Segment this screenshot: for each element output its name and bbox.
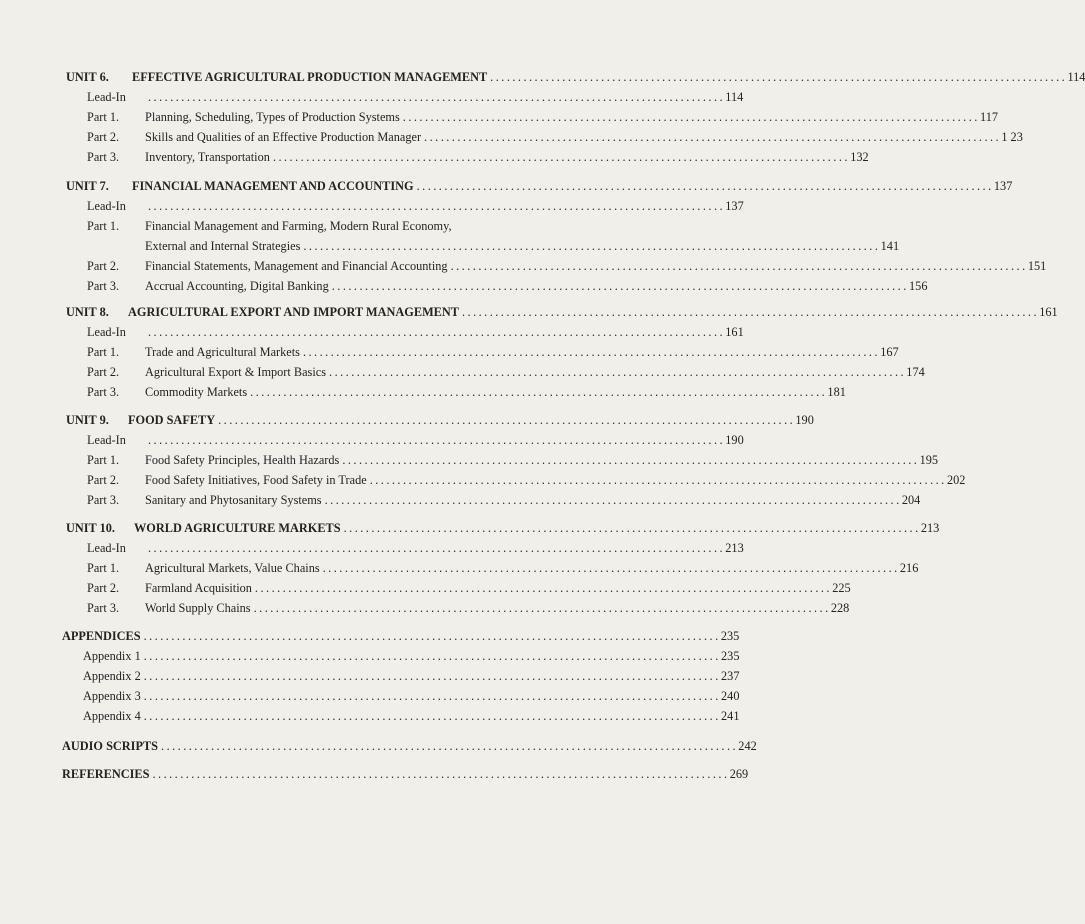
toc-entry	[62, 666, 740, 686]
toc-entry	[62, 706, 740, 726]
leader-dots	[370, 470, 944, 490]
leader-dots	[148, 87, 722, 107]
leader-dots	[329, 362, 903, 382]
unit-heading	[66, 67, 1085, 87]
toc-entry	[66, 216, 570, 236]
entry-label: Lead-In	[87, 541, 126, 556]
leader-dots	[254, 598, 828, 618]
page-number: 216	[899, 561, 919, 576]
page-number: 132	[850, 150, 869, 165]
toc-entry	[62, 646, 740, 666]
entry-label: Part 1.	[87, 110, 120, 125]
page-number: 181	[827, 385, 846, 400]
toc-entry	[66, 322, 744, 342]
page-number: 237	[721, 669, 740, 684]
entry-label: Part 2.	[87, 130, 120, 145]
entry-label: Lead-In	[87, 325, 126, 340]
toc-entry	[66, 87, 744, 107]
leader-dots	[148, 538, 722, 558]
toc-entry	[66, 256, 1047, 276]
page-number: 242	[738, 739, 757, 753]
leader-dots	[144, 706, 718, 726]
page-number: 225	[832, 581, 851, 596]
unit-heading	[66, 410, 814, 430]
leader-dots	[148, 322, 722, 342]
page-number: 167	[880, 345, 899, 360]
page-number: 151	[1027, 259, 1047, 274]
page-number: 161	[1039, 305, 1058, 319]
entry-label: Lead-In	[87, 90, 126, 105]
unit-number: UNIT 10.	[66, 521, 115, 535]
toc-entry-continued	[66, 236, 900, 256]
toc-entry	[66, 450, 939, 470]
leader-dots	[403, 107, 977, 127]
unit-6-section	[66, 67, 1085, 167]
leader-dots	[462, 302, 1036, 322]
leader-dots	[144, 686, 718, 706]
entry-label: Part 2.	[87, 365, 120, 380]
entry-label: Part 3.	[87, 493, 120, 508]
entry-label: Part 1.	[87, 345, 120, 360]
entry-title: Appendix 1	[83, 649, 141, 664]
entry-label: Part 2.	[87, 473, 120, 488]
entry-title: Inventory, Transportation	[145, 150, 270, 165]
leader-dots	[325, 490, 899, 510]
toc-entry	[66, 578, 851, 598]
entry-title: Agricultural Markets, Value Chains	[145, 561, 320, 576]
appendices-section	[62, 626, 740, 726]
leader-dots	[161, 736, 735, 756]
page-number: 137	[725, 199, 744, 214]
toc-entry	[66, 196, 744, 216]
entry-title: Commodity Markets	[145, 385, 248, 400]
entry-title: Appendix 3	[83, 689, 141, 704]
leader-dots	[152, 764, 726, 784]
page-number: 156	[909, 279, 928, 294]
toc-entry	[66, 362, 925, 382]
entry-label: Part 1.	[87, 219, 120, 234]
unit-heading	[66, 518, 940, 538]
section-title: AUDIO SCRIPTS	[62, 739, 159, 753]
entry-title: Farmland Acquisition	[145, 581, 252, 596]
page-number: 161	[725, 325, 744, 340]
leader-dots	[344, 518, 918, 538]
unit-number: UNIT 8.	[66, 305, 109, 319]
toc-entry	[66, 382, 846, 402]
unit-title: FOOD SAFETY	[128, 413, 216, 427]
section-title: APPENDICES	[62, 629, 141, 643]
toc-entry	[66, 430, 744, 450]
leader-dots	[144, 646, 718, 666]
unit-number: UNIT 9.	[66, 413, 109, 427]
unit-title: EFFECTIVE AGRICULTURAL PRODUCTION MANAGEMENT	[132, 70, 488, 84]
page-number: 141	[880, 239, 900, 254]
entry-label: Part 3.	[87, 601, 120, 616]
unit-number: UNIT 6.	[66, 70, 109, 84]
entry-label: Part 1.	[87, 561, 120, 576]
leader-dots	[250, 382, 824, 402]
leader-dots	[144, 626, 718, 646]
leader-dots	[451, 256, 1025, 276]
unit-title: WORLD AGRICULTURE MARKETS	[134, 521, 341, 535]
entry-label: Part 3.	[87, 279, 120, 294]
page-number: 174	[906, 365, 925, 380]
toc-entry	[66, 147, 869, 167]
unit-7-section	[66, 176, 1047, 297]
toc-entry	[66, 558, 919, 578]
entry-label: Part 3.	[87, 150, 120, 165]
toc-entry	[66, 107, 999, 127]
entry-title: Financial Management and Farming, Modern Rural Economy,	[145, 219, 452, 234]
leader-dots	[255, 578, 829, 598]
entry-label: Part 2.	[87, 259, 120, 274]
references-section	[62, 764, 749, 784]
audio-scripts-section	[62, 736, 757, 756]
leader-dots	[144, 666, 718, 686]
unit-heading	[66, 302, 1058, 322]
entry-title: World Supply Chains	[145, 601, 251, 616]
entry-title: Planning, Scheduling, Types of Production Systems	[145, 110, 400, 125]
entry-title: Trade and Agricultural Markets	[145, 345, 300, 360]
leader-dots	[303, 236, 877, 256]
page-number: 240	[721, 689, 740, 704]
page-number: 213	[920, 521, 940, 535]
references-heading	[62, 764, 749, 784]
page-number: 195	[919, 453, 939, 468]
appendices-heading	[62, 626, 740, 646]
page-number: 190	[725, 433, 744, 448]
entry-label: Part 3.	[87, 385, 120, 400]
entry-title: Accrual Accounting, Digital Banking	[145, 279, 329, 294]
unit-heading	[66, 176, 1013, 196]
leader-dots	[303, 342, 877, 362]
unit-8-section	[66, 302, 1058, 402]
toc-entry	[66, 538, 744, 558]
page-number: 241	[721, 709, 740, 724]
leader-dots	[342, 450, 916, 470]
toc-entry	[66, 598, 850, 618]
toc-entry	[66, 127, 1023, 147]
leader-dots	[218, 410, 792, 430]
unit-10-section	[66, 518, 940, 618]
entry-title: Appendix 2	[83, 669, 141, 684]
unit-title: FINANCIAL MANAGEMENT AND ACCOUNTING	[132, 179, 414, 193]
entry-title: External and Internal Strategies	[145, 239, 301, 254]
audio-scripts-heading	[62, 736, 757, 756]
page-number: 213	[725, 541, 744, 556]
toc-entry	[66, 276, 928, 296]
page-number: 114	[1067, 70, 1085, 84]
entry-label: Lead-In	[87, 433, 126, 448]
leader-dots	[273, 147, 847, 167]
page-number: 114	[725, 90, 744, 105]
toc-entry	[66, 490, 921, 510]
entry-title: Skills and Qualities of an Effective Production Manager	[145, 130, 422, 145]
entry-title: Agricultural Export & Import Basics	[145, 365, 327, 380]
section-title: REFERENCIES	[62, 767, 150, 781]
page-number: 117	[980, 110, 999, 125]
entry-label: Part 2.	[87, 581, 120, 596]
entry-title: Sanitary and Phytosanitary Systems	[145, 493, 322, 508]
leader-dots	[332, 276, 906, 296]
unit-title: AGRICULTURAL EXPORT AND IMPORT MANAGEMENT	[128, 305, 459, 319]
leader-dots	[424, 127, 998, 147]
unit-9-section	[66, 410, 966, 510]
entry-title: Appendix 4	[83, 709, 141, 724]
toc-entry	[66, 470, 966, 490]
entry-title: Food Safety Principles, Health Hazards	[145, 453, 340, 468]
page-number: 235	[720, 629, 740, 643]
leader-dots	[490, 67, 1064, 87]
page-number: 235	[721, 649, 740, 664]
entry-label: Part 1.	[87, 453, 120, 468]
leader-dots	[417, 176, 991, 196]
page-number: 137	[993, 179, 1013, 193]
toc-entry	[62, 686, 740, 706]
toc-entry	[66, 342, 899, 362]
entry-label: Lead-In	[87, 199, 126, 214]
page-number: 204	[901, 493, 921, 508]
page-number: 269	[729, 767, 749, 781]
entry-title: Financial Statements, Management and Financial Accounting	[145, 259, 448, 274]
leader-dots	[148, 430, 722, 450]
unit-number: UNIT 7.	[66, 179, 109, 193]
leader-dots	[323, 558, 897, 578]
page-number: 1 23	[1001, 130, 1023, 145]
page-number: 202	[946, 473, 966, 488]
page-number: 190	[795, 413, 814, 427]
leader-dots	[148, 196, 722, 216]
page-number: 228	[830, 601, 850, 616]
entry-title: Food Safety Initiatives, Food Safety in Trade	[145, 473, 367, 488]
